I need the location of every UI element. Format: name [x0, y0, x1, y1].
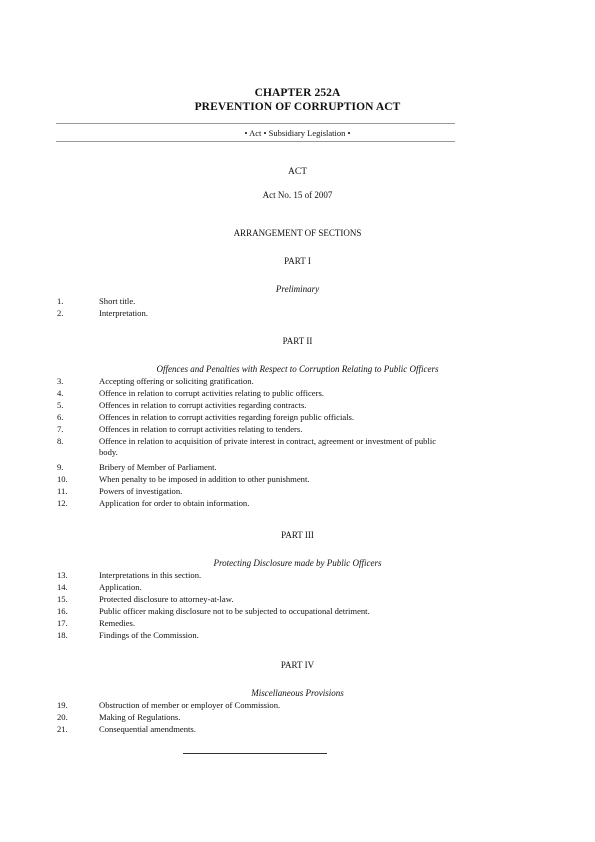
section-title: Offence in relation to acquisition of private interest in contract, agreement or investment of public body. — [99, 436, 437, 457]
section-number: 2. — [57, 308, 64, 318]
part-label: PART III — [281, 530, 314, 540]
section-title: Findings of the Commission. — [99, 630, 199, 640]
section-number: 5. — [57, 400, 64, 410]
section-title: When penalty to be imposed in addition to other punishment. — [99, 474, 310, 484]
section-title: Interpretation. — [99, 308, 148, 318]
section-title: Offences in relation to corrupt activities regarding contracts. — [99, 400, 307, 410]
section-title: Consequential amendments. — [99, 724, 196, 734]
part-title: Miscellaneous Provisions — [251, 688, 344, 698]
section-number: 20. — [57, 712, 68, 722]
chapter-title: CHAPTER 252A — [254, 87, 341, 99]
act-heading: ACT — [288, 167, 307, 177]
part-title: Preliminary — [275, 284, 320, 294]
section-title: Interpretations in this section. — [99, 570, 202, 580]
section-title: Accepting offering or soliciting gratification. — [99, 376, 254, 386]
part-label: PART I — [284, 256, 311, 266]
section-number: 4. — [57, 388, 64, 398]
part-title: Protecting Disclosure made by Public Officers — [213, 558, 382, 568]
act-number: Act No. 15 of 2007 — [262, 190, 333, 200]
section-number: 9. — [57, 462, 64, 472]
arrangement-heading: ARRANGEMENT OF SECTIONS — [233, 228, 362, 238]
section-number: 14. — [57, 582, 68, 592]
top-rule — [56, 123, 455, 124]
section-title: Offences in relation to corrupt activities relating to tenders. — [99, 424, 303, 434]
section-number: 12. — [57, 498, 68, 508]
section-number: 11. — [57, 486, 68, 496]
section-number: 3. — [57, 376, 64, 386]
section-number: 13. — [57, 570, 68, 580]
section-number: 10. — [57, 474, 68, 484]
section-number: 16. — [57, 606, 68, 616]
footer-rule — [183, 753, 327, 754]
section-number: 15. — [57, 594, 68, 604]
section-title: Obstruction of member or employer of Commission. — [99, 700, 281, 710]
section-number: 17. — [57, 618, 68, 628]
section-title: Application. — [99, 582, 142, 592]
section-title: Making of Regulations. — [99, 712, 181, 722]
section-number: 18. — [57, 630, 68, 640]
part-label: PART II — [282, 336, 313, 346]
part-title: Offences and Penalties with Respect to Corruption Relating to Public Officers — [156, 364, 439, 374]
section-title: Offence in relation to corrupt activities relating to public officers. — [99, 388, 324, 398]
section-title: Protected disclosure to attorney-at-law. — [99, 594, 234, 604]
section-title: Short title. — [99, 296, 136, 306]
section-title: Remedies. — [99, 618, 136, 628]
section-title: Offences in relation to corrupt activities regarding foreign public officials. — [99, 412, 355, 422]
part-label: PART IV — [280, 660, 315, 670]
section-title: Application for order to obtain information. — [99, 498, 250, 508]
section-number: 1. — [57, 296, 64, 306]
section-title: Bribery of Member of Parliament. — [99, 462, 217, 472]
section-title: Public officer making disclosure not to be subjected to occupational detriment. — [99, 606, 370, 616]
section-number: 7. — [57, 424, 64, 434]
section-number: 21. — [57, 724, 68, 734]
act-title: PREVENTION OF CORRUPTION ACT — [194, 101, 401, 113]
section-number: 8. — [57, 436, 64, 446]
bottom-rule — [56, 141, 455, 142]
section-number: 6. — [57, 412, 64, 422]
nav-links[interactable]: • Act • Subsidiary Legislation • — [244, 128, 351, 138]
section-number: 19. — [57, 700, 68, 710]
section-title: Powers of investigation. — [99, 486, 183, 496]
